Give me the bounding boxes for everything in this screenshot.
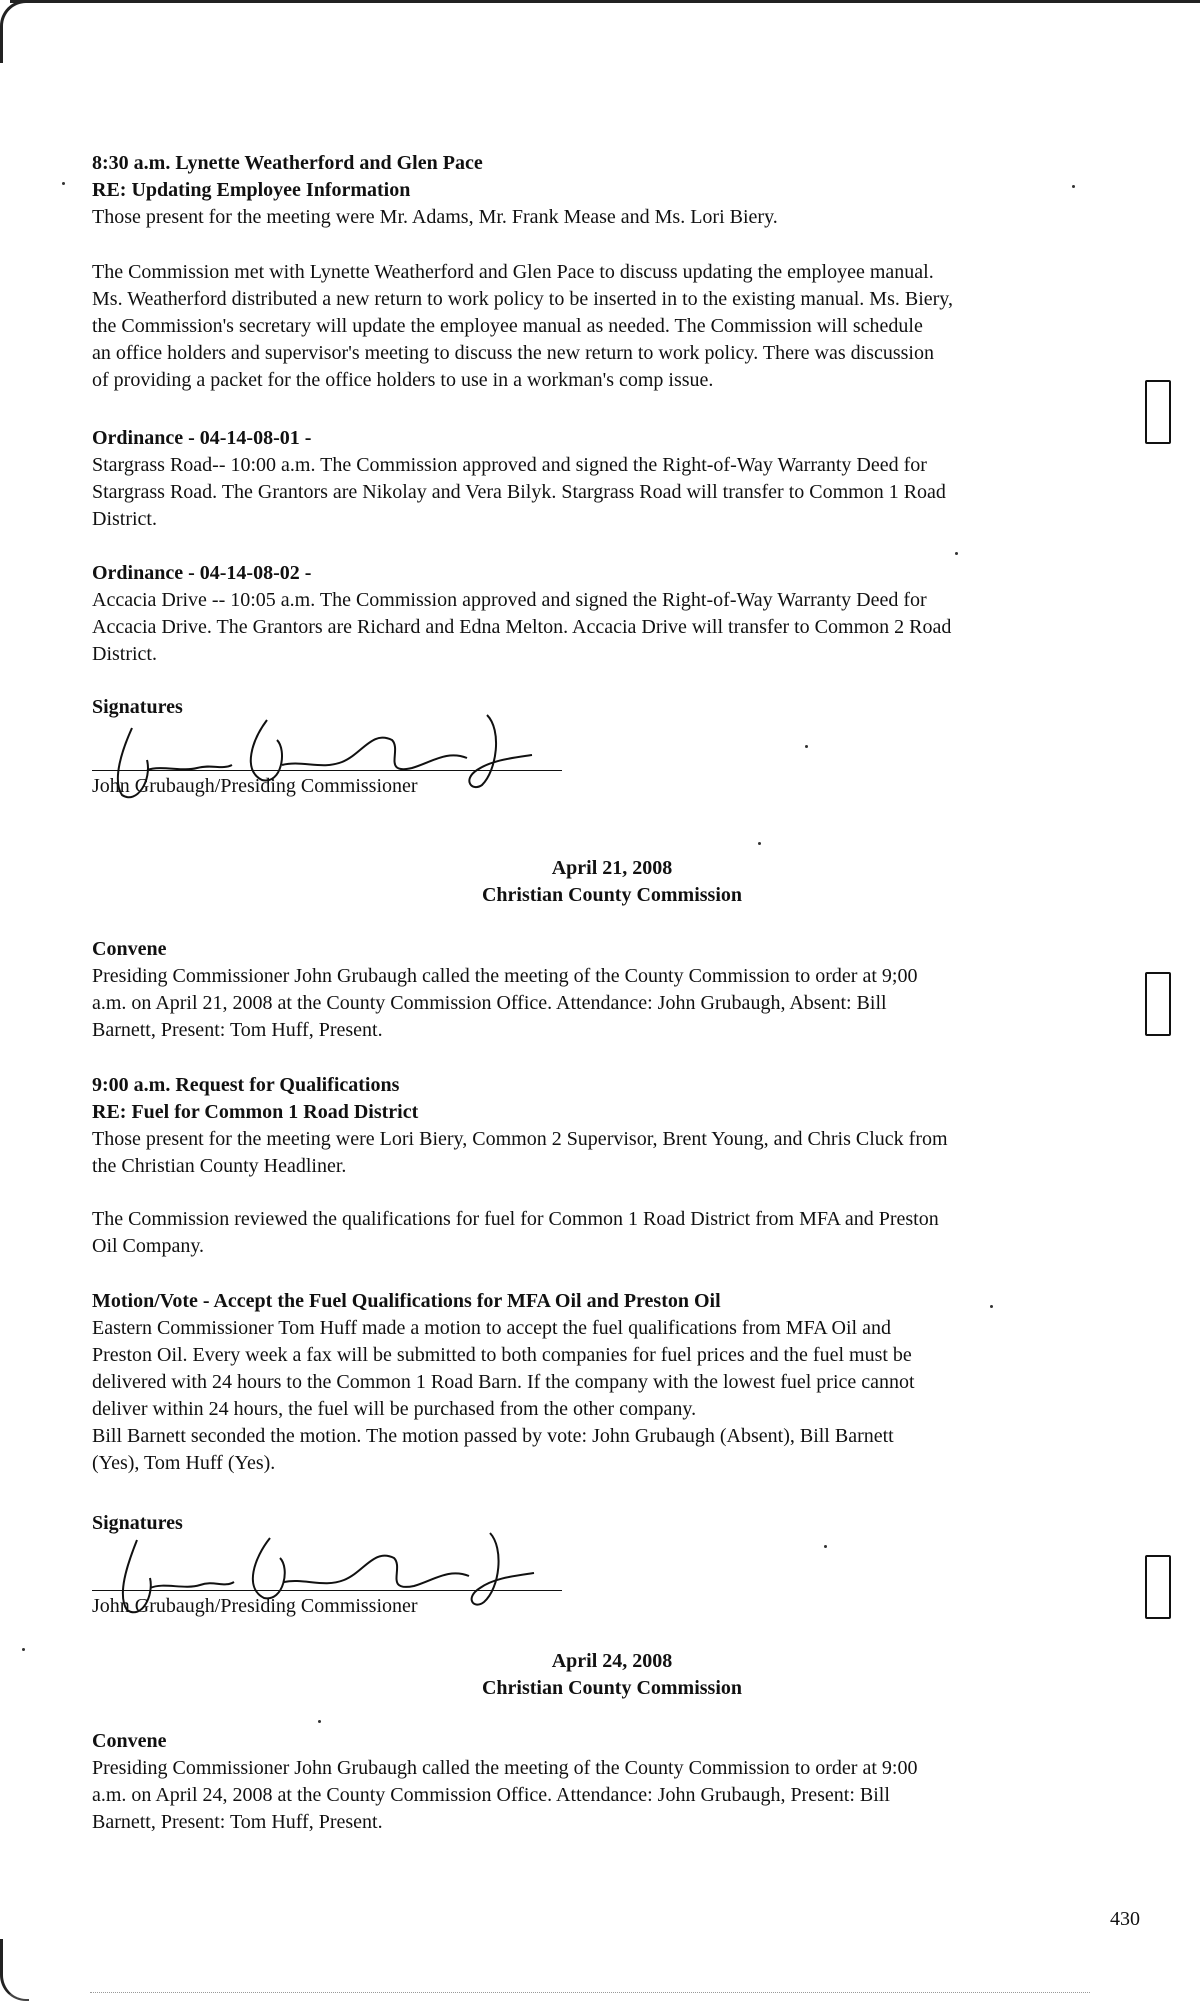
paragraph-line: Presiding Commissioner John Grubaugh called the meeting of the County Commission to order at 9:00	[92, 1757, 918, 1779]
scan-speck	[758, 842, 761, 845]
paragraph-line: Ms. Weatherford distributed a new return to work policy to be inserted in to the existing manual. Ms. Biery,	[92, 288, 953, 310]
meeting-heading: 9:00 a.m. Request for Qualifications	[92, 1074, 400, 1096]
ordinance-04-14-08-01	[92, 425, 1132, 533]
meeting-subject: RE: Updating Employee Information	[92, 179, 411, 201]
signatures-heading: Signatures	[92, 696, 183, 718]
ordinance-title: Ordinance - 04-14-08-02 -	[92, 562, 312, 584]
date-header-april-21	[92, 855, 1132, 909]
scan-speck	[318, 1720, 321, 1723]
paragraph-line: an office holders and supervisor's meeting to discuss the new return to work policy. There was discussion	[92, 342, 934, 364]
scan-edge-left	[0, 0, 29, 63]
scan-edge-top	[10, 0, 1200, 3]
signature-line	[92, 1590, 562, 1591]
convene-april-24	[92, 1728, 1132, 1836]
signature-block-2	[92, 1530, 592, 1620]
motion-vote	[92, 1288, 1132, 1477]
paragraph-line: District.	[92, 643, 157, 665]
paragraph-line: the Christian County Headliner.	[92, 1155, 347, 1177]
paragraph-line: deliver within 24 hours, the fuel will be purchased from the other company.	[92, 1398, 697, 1420]
paragraph-line: Preston Oil. Every week a fax will be submitted to both companies for fuel prices and the fuel must be	[92, 1344, 912, 1366]
margin-box	[1145, 1555, 1171, 1619]
paragraph-line: Bill Barnett seconded the motion. The motion passed by vote: John Grubaugh (Absent), Bill Barnett	[92, 1425, 894, 1447]
motion-title: Motion/Vote - Accept the Fuel Qualifications for MFA Oil and Preston Oil	[92, 1290, 721, 1312]
paragraph-line: The Commission reviewed the qualifications for fuel for Common 1 Road District from MFA and Preston	[92, 1208, 939, 1230]
paragraph-line: Stargrass Road. The Grantors are Nikolay and Vera Bilyk. Stargrass Road will transfer to Common 1 Road	[92, 481, 946, 503]
meeting-date: April 21, 2008	[551, 857, 673, 879]
paragraph-line: Accacia Drive -- 10:05 a.m. The Commission approved and signed the Right-of-Way Warranty Deed for	[92, 589, 927, 611]
paragraph-line: The Commission met with Lynette Weatherford and Glen Pace to discuss updating the employee manual.	[92, 261, 934, 283]
paragraph-line: Presiding Commissioner John Grubaugh called the meeting of the County Commission to order at 9;00	[92, 965, 918, 987]
margin-box	[1145, 972, 1171, 1036]
paragraph-line: (Yes), Tom Huff (Yes).	[92, 1452, 276, 1474]
meeting-subject: RE: Fuel for Common 1 Road District	[92, 1101, 419, 1123]
margin-box	[1145, 380, 1171, 444]
meeting-weatherford-pace	[92, 150, 1132, 394]
paragraph-line: Eastern Commissioner Tom Huff made a motion to accept the fuel qualifications from MFA Oil and	[92, 1317, 891, 1339]
meeting-heading: 8:30 a.m. Lynette Weatherford and Glen Pace	[92, 152, 483, 174]
signatory-name: John Grubaugh/Presiding Commissioner	[92, 1595, 418, 1617]
scan-speck	[62, 182, 65, 185]
scan-speck	[824, 1545, 827, 1548]
paragraph-line: District.	[92, 508, 157, 530]
paragraph-line: the Commission's secretary will update the employee manual as needed. The Commission will schedule	[92, 315, 923, 337]
convene-april-21	[92, 936, 1132, 1044]
paragraph-line: Barnett, Present: Tom Huff, Present.	[92, 1019, 383, 1041]
meeting-date: April 24, 2008	[551, 1650, 673, 1672]
signatures-heading: Signatures	[92, 1512, 183, 1534]
page-number: 430	[1110, 1908, 1140, 1930]
paragraph-line: of providing a packet for the office holders to use in a workman's comp issue.	[92, 369, 714, 391]
signature-block-1	[92, 710, 592, 800]
signatory-name: John Grubaugh/Presiding Commissioner	[92, 775, 418, 797]
paragraph-line: Accacia Drive. The Grantors are Richard and Edna Melton. Accacia Drive will transfer to Common 2 Road	[92, 616, 952, 638]
paragraph-line: Those present for the meeting were Lori Biery, Common 2 Supervisor, Brent Young, and Chris Cluck from	[92, 1128, 948, 1150]
scan-speck	[990, 1305, 993, 1308]
paragraph-line: Barnett, Present: Tom Huff, Present.	[92, 1811, 383, 1833]
ordinance-04-14-08-02	[92, 560, 1132, 668]
paragraph-line: a.m. on April 21, 2008 at the County Commission Office. Attendance: John Grubaugh, Absent: Bill	[92, 992, 887, 1014]
ordinance-title: Ordinance - 04-14-08-01 -	[92, 427, 312, 449]
attendees-text: Those present for the meeting were Mr. Adams, Mr. Frank Mease and Ms. Lori Biery.	[92, 206, 778, 228]
paragraph-line: Oil Company.	[92, 1235, 205, 1257]
paragraph-line: Stargrass Road-- 10:00 a.m. The Commission approved and signed the Right-of-Way Warranty Deed for	[92, 454, 927, 476]
commission-name: Christian County Commission	[481, 884, 743, 906]
scan-speck	[22, 1648, 25, 1651]
meeting-request-qualifications	[92, 1072, 1132, 1260]
paragraph-line: a.m. on April 24, 2008 at the County Commission Office. Attendance: John Grubaugh, Present: Bill	[92, 1784, 890, 1806]
scan-speck	[805, 745, 808, 748]
scan-edge-bottom	[90, 1992, 1090, 1994]
paragraph-line: delivered with 24 hours to the Common 1 Road Barn. If the company with the lowest fuel price cannot	[92, 1371, 915, 1393]
scan-edge-left-bottom	[0, 1939, 29, 2001]
scan-speck	[955, 552, 958, 555]
scan-speck	[1072, 185, 1075, 188]
signature-line	[92, 770, 562, 771]
convene-title: Convene	[92, 1730, 167, 1752]
date-header-april-24	[92, 1648, 1132, 1702]
convene-title: Convene	[92, 938, 167, 960]
commission-name: Christian County Commission	[481, 1677, 743, 1699]
